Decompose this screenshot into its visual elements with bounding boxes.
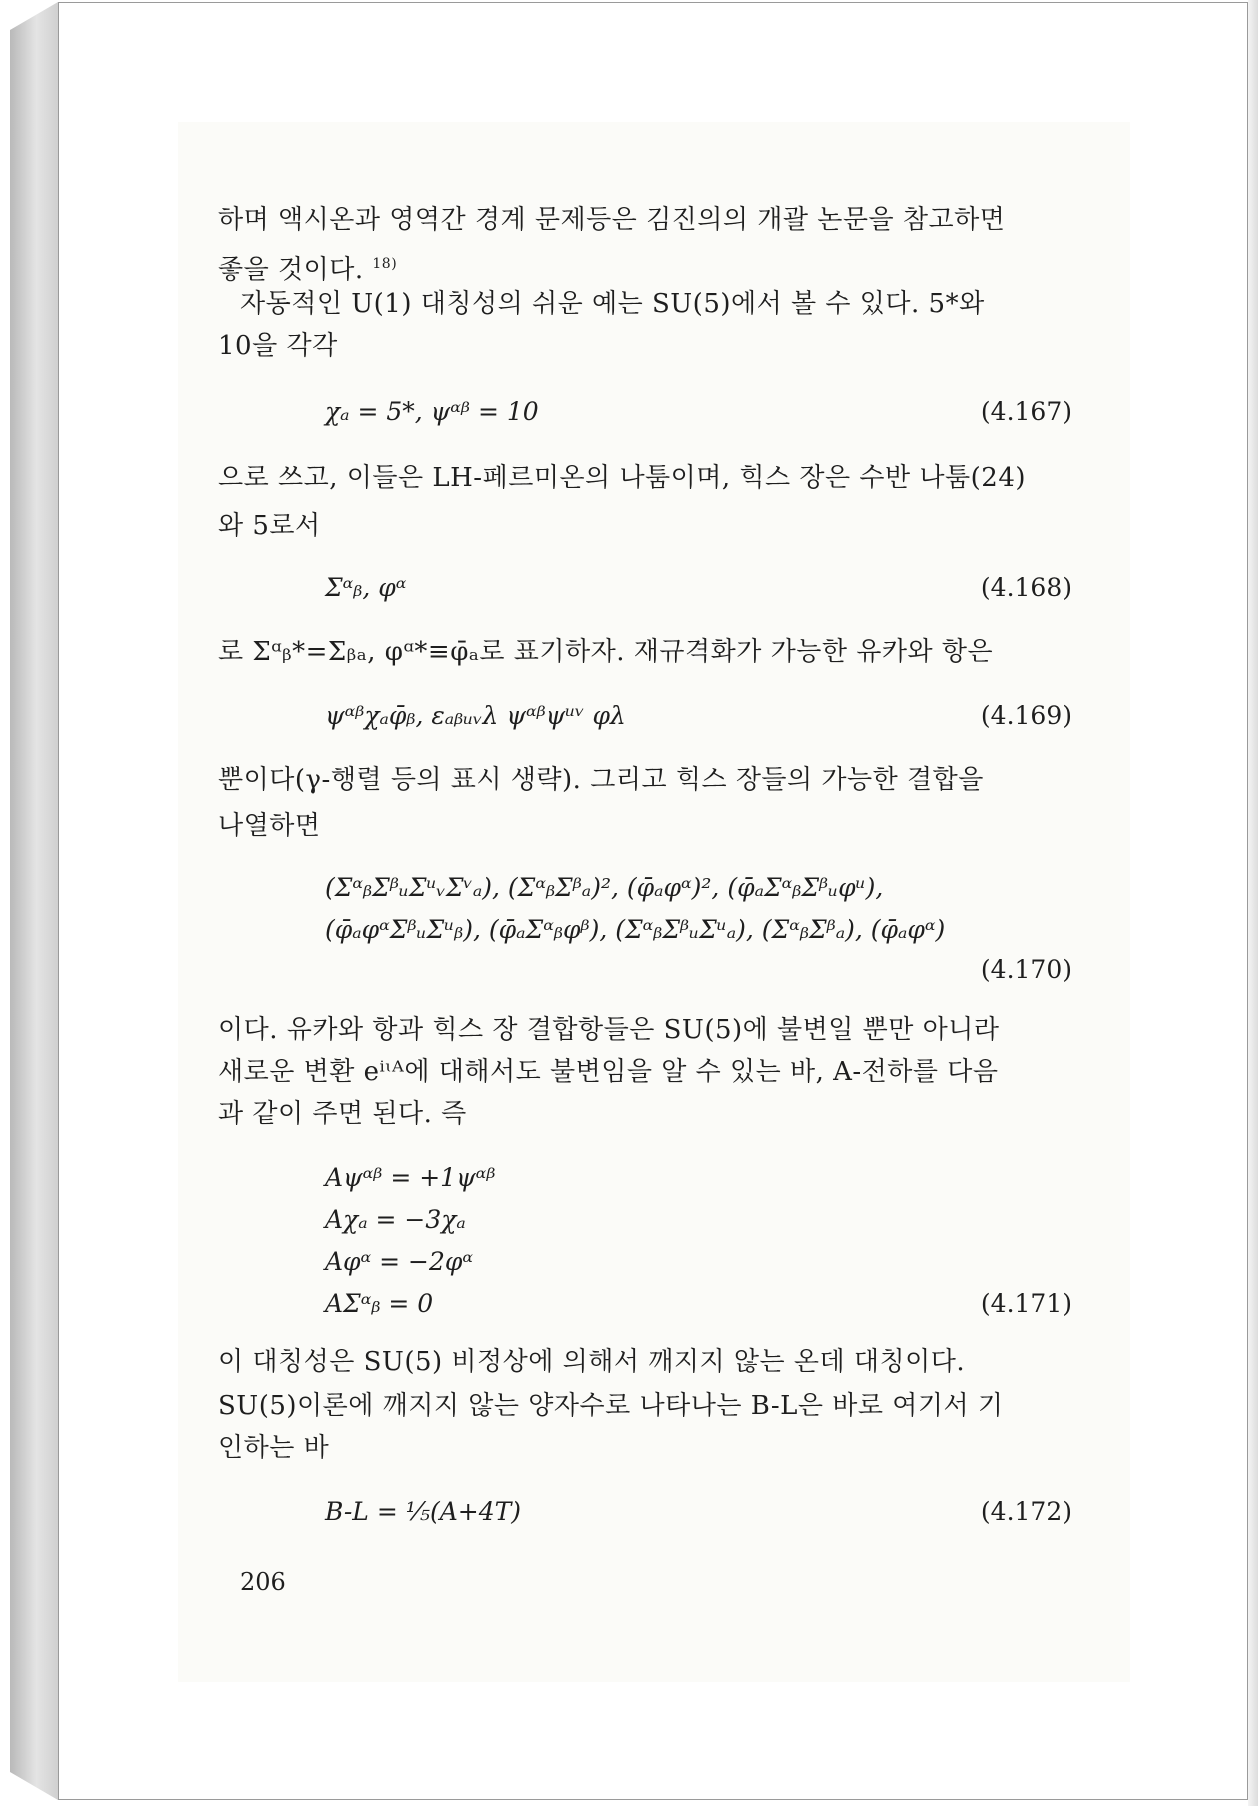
equation-number-4-172: (4.172)	[980, 1497, 1072, 1526]
equation-4-171-line-3: Aφᵅ = −2φᵅ	[325, 1247, 474, 1276]
equation-number-4-169: (4.169)	[980, 701, 1072, 730]
equation-4-168: Σᵅᵦ, φᵅ	[325, 573, 407, 602]
text-line-9: 나열하면	[218, 811, 321, 841]
text-line-6: 와 5로서	[218, 511, 321, 541]
text-line-4: 10을 각각	[218, 331, 338, 361]
equation-4-170-line-2: (φ̄ₐφᵅΣᵝᵤΣᵘᵦ), (φ̄ₐΣᵅᵦφᵝ), (ΣᵅᵦΣᵝᵤΣᵘₐ), (ΣᵅᵦΣᵝₐ), (φ̄ₐφᵅ)	[325, 915, 946, 944]
text-line-1: 하며 액시온과 영역간 경계 문제등은 김진의의 개괄 논문을 참고하면	[218, 205, 1006, 235]
text-line-5: 으로 쓰고, 이들은 LH-페르미온의 나툼이며, 힉스 장은 수반 나툼(24)	[218, 463, 1027, 493]
text-line-12: 과 같이 주면 된다. 즉	[218, 1099, 467, 1129]
equation-4-172: B-L = ⅕(A+4T)	[325, 1497, 522, 1526]
footnote-reference: 18)	[372, 256, 398, 272]
text-line-2-text: 좋을 것이다.	[218, 255, 373, 285]
equation-4-170-line-1: (ΣᵅᵦΣᵝᵤΣᵘᵥΣᵛₐ), (ΣᵅᵦΣᵝₐ)², (φ̄ₐφᵅ)², (φ̄ₐΣᵅᵦΣᵝᵤφᵘ),	[325, 873, 884, 902]
equation-number-4-170: (4.170)	[980, 955, 1072, 984]
equation-4-171-line-2: Aχₐ = −3χₐ	[325, 1205, 466, 1234]
page-number: 206	[240, 1568, 286, 1596]
page-right-edge	[1248, 0, 1258, 1806]
equation-number-4-168: (4.168)	[980, 573, 1072, 602]
text-line-14: SU(5)이론에 깨지지 않는 양자수로 나타나는 B-L은 바로 여기서 기	[218, 1391, 1004, 1421]
text-line-15: 인하는 바	[218, 1433, 330, 1463]
equation-number-4-171: (4.171)	[980, 1289, 1072, 1318]
text-line-7: 로 Σᵅᵦ*=Σᵦₐ, φᵅ*≡φ̄ₐ로 표기하자. 재규격화가 가능한 유카와 항은	[218, 637, 994, 667]
text-line-13: 이 대칭성은 SU(5) 비정상에 의해서 깨지지 않는 온데 대칭이다.	[218, 1347, 966, 1377]
equation-4-169: ψᵅᵝχₐφ̄ᵦ, εₐᵦᵤᵥλ ψᵅᵝψᵘᵛ φλ	[325, 701, 626, 730]
equation-4-171-line-4: AΣᵅᵦ = 0	[325, 1289, 434, 1318]
text-line-3: 자동적인 U(1) 대칭성의 쉬운 예는 SU(5)에서 볼 수 있다. 5*와	[240, 289, 985, 319]
text-line-10: 이다. 유카와 항과 힉스 장 결합항들은 SU(5)에 불변일 뿐만 아니라	[218, 1015, 1000, 1045]
text-line-11: 새로운 변환 eⁱᶥᴬ에 대해서도 불변임을 알 수 있는 바, A-전하를 다음	[218, 1057, 999, 1087]
equation-4-171-line-1: Aψᵅᵝ = +1ψᵅᵝ	[325, 1163, 496, 1192]
equation-4-167: χₐ = 5*, ψᵅᵝ = 10	[325, 397, 539, 426]
text-line-8: 뿐이다(γ-행렬 등의 표시 생략). 그리고 힉스 장들의 가능한 결합을	[218, 765, 984, 795]
equation-number-4-167: (4.167)	[980, 397, 1072, 426]
book-spine-edge	[10, 2, 58, 1800]
